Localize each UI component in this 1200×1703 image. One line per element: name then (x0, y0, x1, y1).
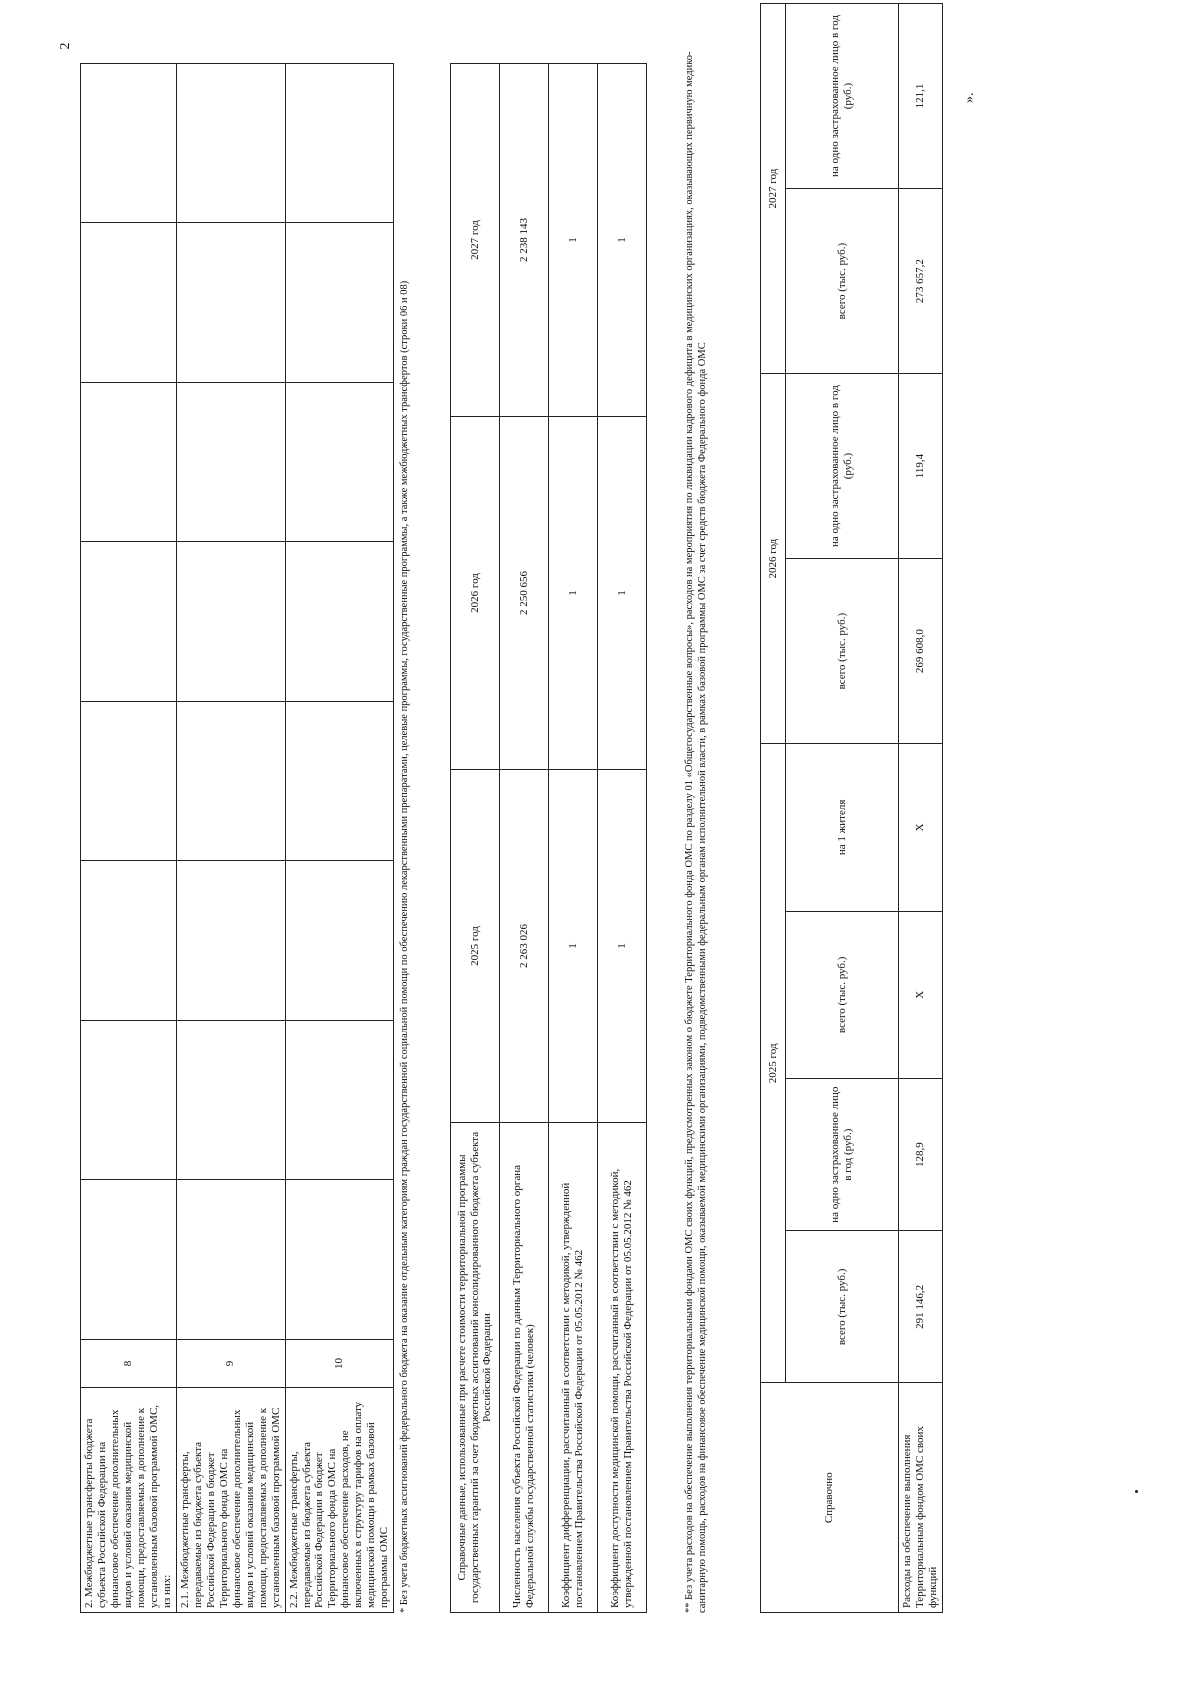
year-2026-header: 2026 год (761, 374, 786, 744)
empty-cell (81, 64, 177, 224)
empty-cell (81, 1180, 177, 1340)
footnote-1: * Без учета бюджетных ассигнований федерального бюджета на оказание отдельным категориям граждан государственной социальной помощи по обеспечению лекарственными препаратами, целевые программы, государственные программы, а также межбюджетных трансфертов (строки 06 и 08) (399, 280, 410, 1613)
empty-cell (81, 542, 177, 702)
empty-cell (81, 223, 177, 383)
row-number: 9 (176, 1340, 285, 1388)
value-2025-total: 291 146,2 (899, 1231, 943, 1383)
per-resident-header: на 1 жителя (786, 744, 899, 911)
year-2027-header: 2027 год (451, 64, 500, 417)
tfoms-expenses-table (760, 3, 943, 1613)
year-2026-header: 2026 год (451, 417, 500, 770)
reference-header-label: Справочные данные, использованные при расчете стоимости территориальной программы государственных гарантий за счет бюджетных ассигнований консолидированного бюджета субъекта Российской Федерации (451, 1123, 500, 1613)
table-row (598, 64, 647, 1613)
value-2025: 1 (598, 770, 647, 1123)
empty-cell (176, 702, 285, 862)
per-insured-header: на одно застрахованное лицо в год (руб.) (786, 4, 899, 189)
reference-label-header: Справочно (761, 1383, 899, 1613)
value-2027: 2 238 143 (500, 64, 549, 417)
per-insured-header: на одно застрахованное лицо в год (руб.) (786, 1079, 899, 1231)
table-header-row (451, 64, 500, 1613)
empty-cell (176, 383, 285, 543)
closing-quote: ». (962, 92, 977, 103)
total-header: всего (тыс. руб.) (786, 911, 899, 1078)
table-row (285, 64, 394, 1613)
differentiation-coefficient-label: Коэффициент дифференциации, рассчитанный в соответствии с методикой, утвержденной постановлением Правительства Российской Федерации от 05.05.2012 № 462 (549, 1123, 598, 1613)
empty-cell (81, 702, 177, 862)
value-2027: 1 (598, 64, 647, 417)
row-number: 10 (285, 1340, 394, 1388)
empty-cell (285, 542, 394, 702)
row-label: 2.1. Межбюджетные трансферты, передаваемые из бюджета субъекта Российской Федерации в бюджет Территориального фонда ОМС на финансовое обеспечение дополнительных видов и условий оказания медицинской помощи, предоставляемых в дополнение к установленным базовой программой ОМС (176, 1388, 285, 1613)
population-label: Численность населения субъекта Российской Федерации по данным Территориального органа Федеральной службы государственной статистики (человек) (500, 1123, 549, 1613)
total-header: всего (тыс. руб.) (786, 189, 899, 374)
empty-cell (176, 542, 285, 702)
empty-cell (176, 861, 285, 1021)
reference-data-table (450, 63, 647, 1613)
value-2025-total-x: Х (899, 911, 943, 1078)
row-label: 2. Межбюджетные трансферты бюджета субъекта Российской Федерации на финансовое обеспечение дополнительных видов и условий оказания медицинской помощи, предоставляемых в дополнение к установленным базовой программой ОМС, из них: (81, 1388, 177, 1613)
value-2027-total: 273 657,2 (899, 189, 943, 374)
scan-speck (1135, 1490, 1138, 1493)
expenses-label: Расходы на обеспечение выполнения Территориальным фондом ОМС своих функций (899, 1383, 943, 1613)
table-row (176, 64, 285, 1613)
empty-cell (285, 64, 394, 224)
value-2025-per-insured: 128,9 (899, 1079, 943, 1231)
row-label: 2.2. Межбюджетные трансферты, передаваемые из бюджета субъекта Российской Федерации в бюджет Территориального фонда ОМС на финансовое обеспечение расходов, не включенных в структуру тарифов на оплату медицинской помощи в рамках базовой программы ОМС (285, 1388, 394, 1613)
value-2027-per-insured: 121,1 (899, 4, 943, 189)
per-insured-header: на одно застрахованное лицо в год (руб.) (786, 374, 899, 559)
table-header-row (761, 4, 786, 1613)
empty-cell (285, 1021, 394, 1181)
year-2027-header: 2027 год (761, 4, 786, 374)
value-2026: 2 250 656 (500, 417, 549, 770)
empty-cell (81, 1021, 177, 1181)
empty-cell (176, 1021, 285, 1181)
empty-cell (176, 64, 285, 224)
value-2025: 1 (549, 770, 598, 1123)
empty-cell (285, 383, 394, 543)
interbudget-transfers-table (80, 63, 394, 1613)
table-row (500, 64, 549, 1613)
value-2026: 1 (549, 417, 598, 770)
value-2025: 2 263 026 (500, 770, 549, 1123)
table-row (81, 64, 177, 1613)
empty-cell (285, 223, 394, 383)
empty-cell (285, 1180, 394, 1340)
empty-cell (176, 223, 285, 383)
value-2025-per-resident: Х (899, 744, 943, 911)
empty-cell (285, 702, 394, 862)
empty-cell (81, 383, 177, 543)
empty-cell (81, 861, 177, 1021)
value-2026-per-insured: 119,4 (899, 374, 943, 559)
table-subheader-row (786, 4, 899, 1613)
value-2027: 1 (549, 64, 598, 417)
year-2025-header: 2025 год (761, 744, 786, 1383)
empty-cell (285, 861, 394, 1021)
empty-cell (176, 1180, 285, 1340)
table-row (549, 64, 598, 1613)
page-number: 2 (58, 42, 73, 50)
total-header: всего (тыс. руб.) (786, 1231, 899, 1383)
year-2025-header: 2025 год (451, 770, 500, 1123)
footnote-2: ** Без учета расходов на обеспечение выполнения территориальными фондами ОМС своих функций, предусмотренных законом о бюджете Территориального фонда ОМС по разделу 01 «Общегосударственные вопросы», расходов на мероприятия по ликвидации кадрового дефицита в медицинских организациях, оказывающих первичную медико-санитарную помощь, расходов на финансовое обеспечение медицинской помощи, оказываемой медицинскими организациями, подведомственными федеральным органам исполнительной власти, в рамках базовой программы ОМС за счет средств бюджета Федерального фонда ОМС (684, 51, 708, 1613)
value-2026-total: 269 608,0 (899, 559, 943, 744)
total-header: всего (тыс. руб.) (786, 559, 899, 744)
row-number: 8 (81, 1340, 177, 1388)
table-row (899, 4, 943, 1613)
value-2026: 1 (598, 417, 647, 770)
accessibility-coefficient-label: Коэффициент доступности медицинской помощи, рассчитанный в соответствии с методикой, утвержденной постановлением Правительства Российской Федерации от 05.05.2012 № 462 (598, 1123, 647, 1613)
